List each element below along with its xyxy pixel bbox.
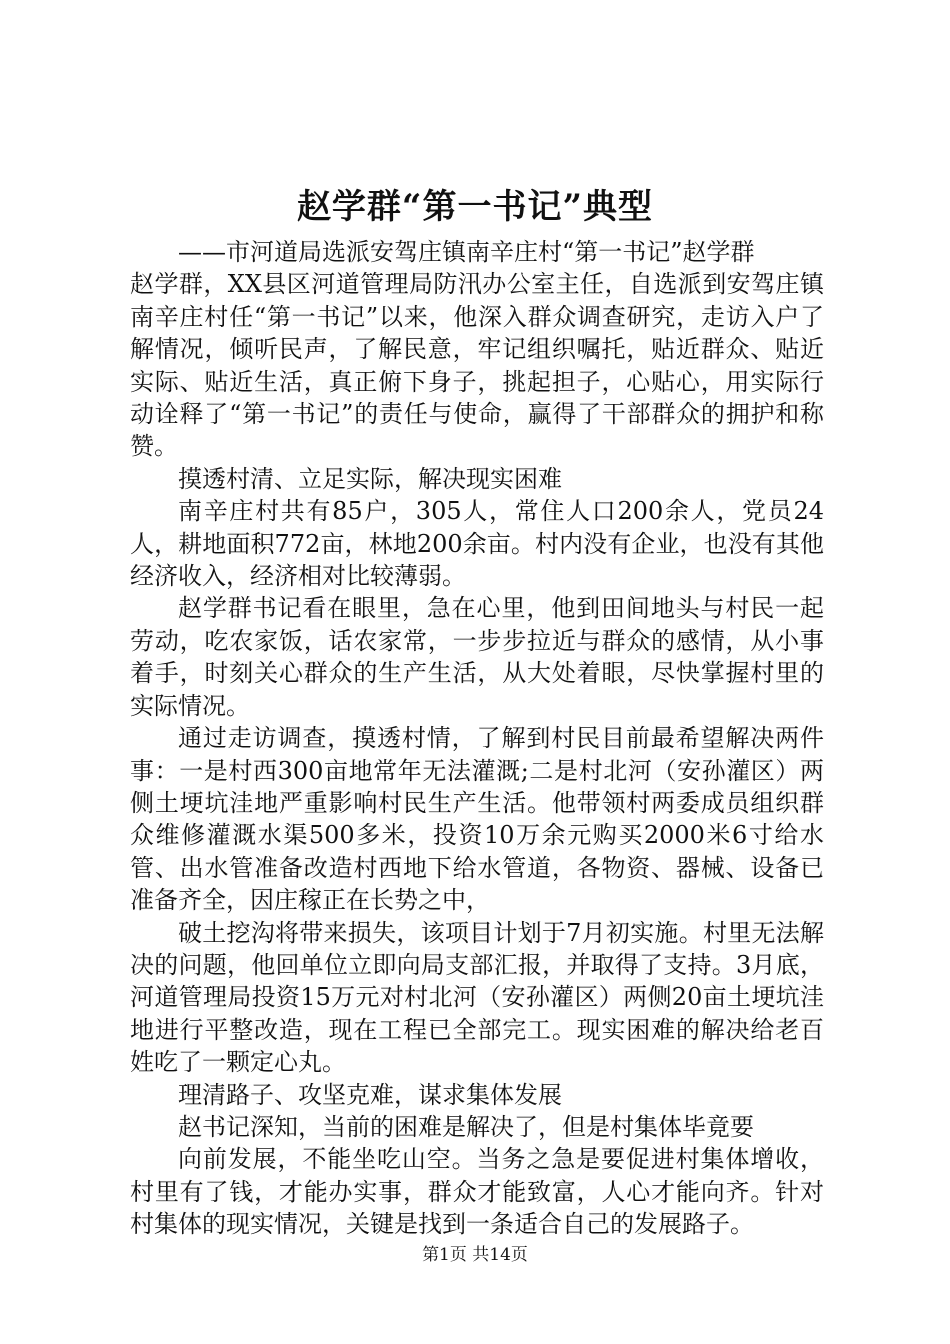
body-paragraph: 通过走访调查，摸透村情，了解到村民目前最希望解决两件事：一是村西300亩地常年无法灌溉;二是村北河（安孙灌区）两侧土埂坑洼地严重影响村民生产生活。他带领村两委成员组织群众维修灌溉水渠500多米，投资10万余元购买2000米6寸给水管、出水管准备改造村西地下给水管道，各物资、器械、设备已准备齐全，因庄稼正在长势之中，: [130, 724, 824, 915]
document-body: [130, 236, 824, 1241]
document-title: 赵学群“第一书记”典型: [296, 187, 654, 227]
body-paragraph: 南辛庄村共有85户，305人，常住人口200余人，党员24人，耕地面积772亩，林地200余亩。村内没有企业，也没有其他经济收入，经济相对比较薄弱。: [130, 497, 824, 591]
body-paragraph: 赵书记深知，当前的困难是解决了，但是村集体毕竟要: [178, 1112, 754, 1141]
body-paragraph: 赵学群书记看在眼里，急在心里，他到田间地头与村民一起劳动，吃农家饭，话农家常，一步步拉近与群众的感情，从小事着手，时刻关心群众的生产生活，从大处着眼，尽快掌握村里的实际情况。: [130, 594, 824, 720]
section-heading-1: 摸透村清、立足实际，解决现实困难: [178, 464, 562, 493]
intro-paragraph: 赵学群，XX县区河道管理局防汛办公室主任，自选派到安驾庄镇南辛庄村任“第一书记”以来，他深入群众调查研究，走访入户了解情况，倾听民声，了解民意，牢记组织嘱托，贴近群众、贴近实际、贴近生活，真正俯下身子，挑起担子，心贴心，用实际行动诠释了“第一书记”的责任与使命，赢得了干部群众的拥护和称赞。: [130, 270, 824, 461]
body-paragraph: 破土挖沟将带来损失，该项目计划于7月初实施。村里无法解决的问题，他回单位立即向局支部汇报，并取得了支持。3月底，河道管理局投资15万元对村北河（安孙灌区）两侧20亩土埂坑洼地进行平整改造，现在工程已全部完工。现实困难的解决给老百姓吃了一颗定心丸。: [130, 918, 824, 1077]
subtitle-paragraph: ——市河道局选派安驾庄镇南辛庄村“第一书记”赵学群: [178, 238, 755, 266]
body-paragraph: 向前发展，不能坐吃山空。当务之急是要促进村集体增收，村里有了钱，才能办实事，群众才能致富，人心才能向齐。针对村集体的现实情况，关键是找到一条适合自己的发展路子。: [130, 1145, 824, 1239]
page-number-footer: 第1页 共14页: [422, 1245, 528, 1265]
section-heading-2: 理清路子、攻坚克难，谋求集体发展: [178, 1080, 562, 1109]
